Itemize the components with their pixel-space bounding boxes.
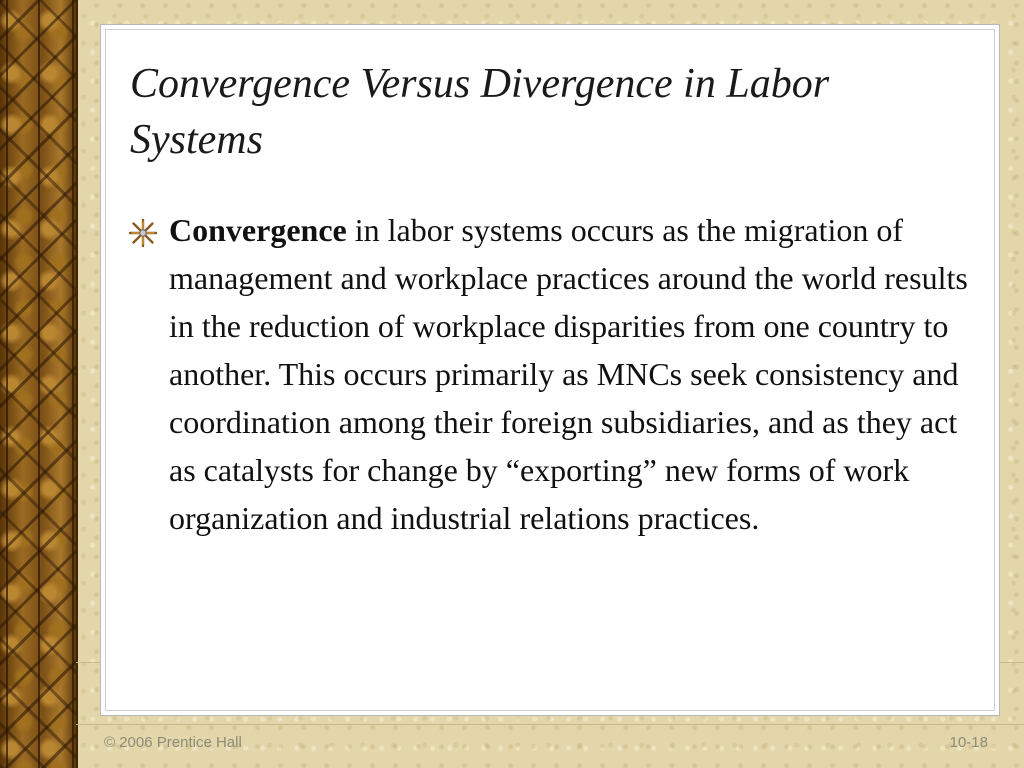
strip-divider [72, 0, 74, 768]
bullet-body: in labor systems occurs as the migration of management and workplace practices around the world results in the reduction of workplace disparities from one country to another. This occurs primarily as MNCs seek consistency and coordination among their foreign subsidiaries, and as they act as catalysts for change by “exporting” new forms of work organization and industrial relations practices. [169, 212, 968, 536]
bullet-text [169, 206, 984, 542]
strip-divider [6, 0, 8, 768]
footer-page-number: 10-18 [949, 734, 988, 751]
starburst-bullet-icon [128, 218, 158, 248]
slide-title: Convergence Versus Divergence in Labor Systems [130, 61, 830, 163]
strip-divider [38, 0, 40, 768]
decorative-wood-strip [0, 0, 78, 768]
footer-copyright: © 2006 Prentice Hall [104, 734, 242, 751]
background-rule [76, 724, 1024, 725]
bullet-bold-lead: Convergence [169, 212, 347, 248]
